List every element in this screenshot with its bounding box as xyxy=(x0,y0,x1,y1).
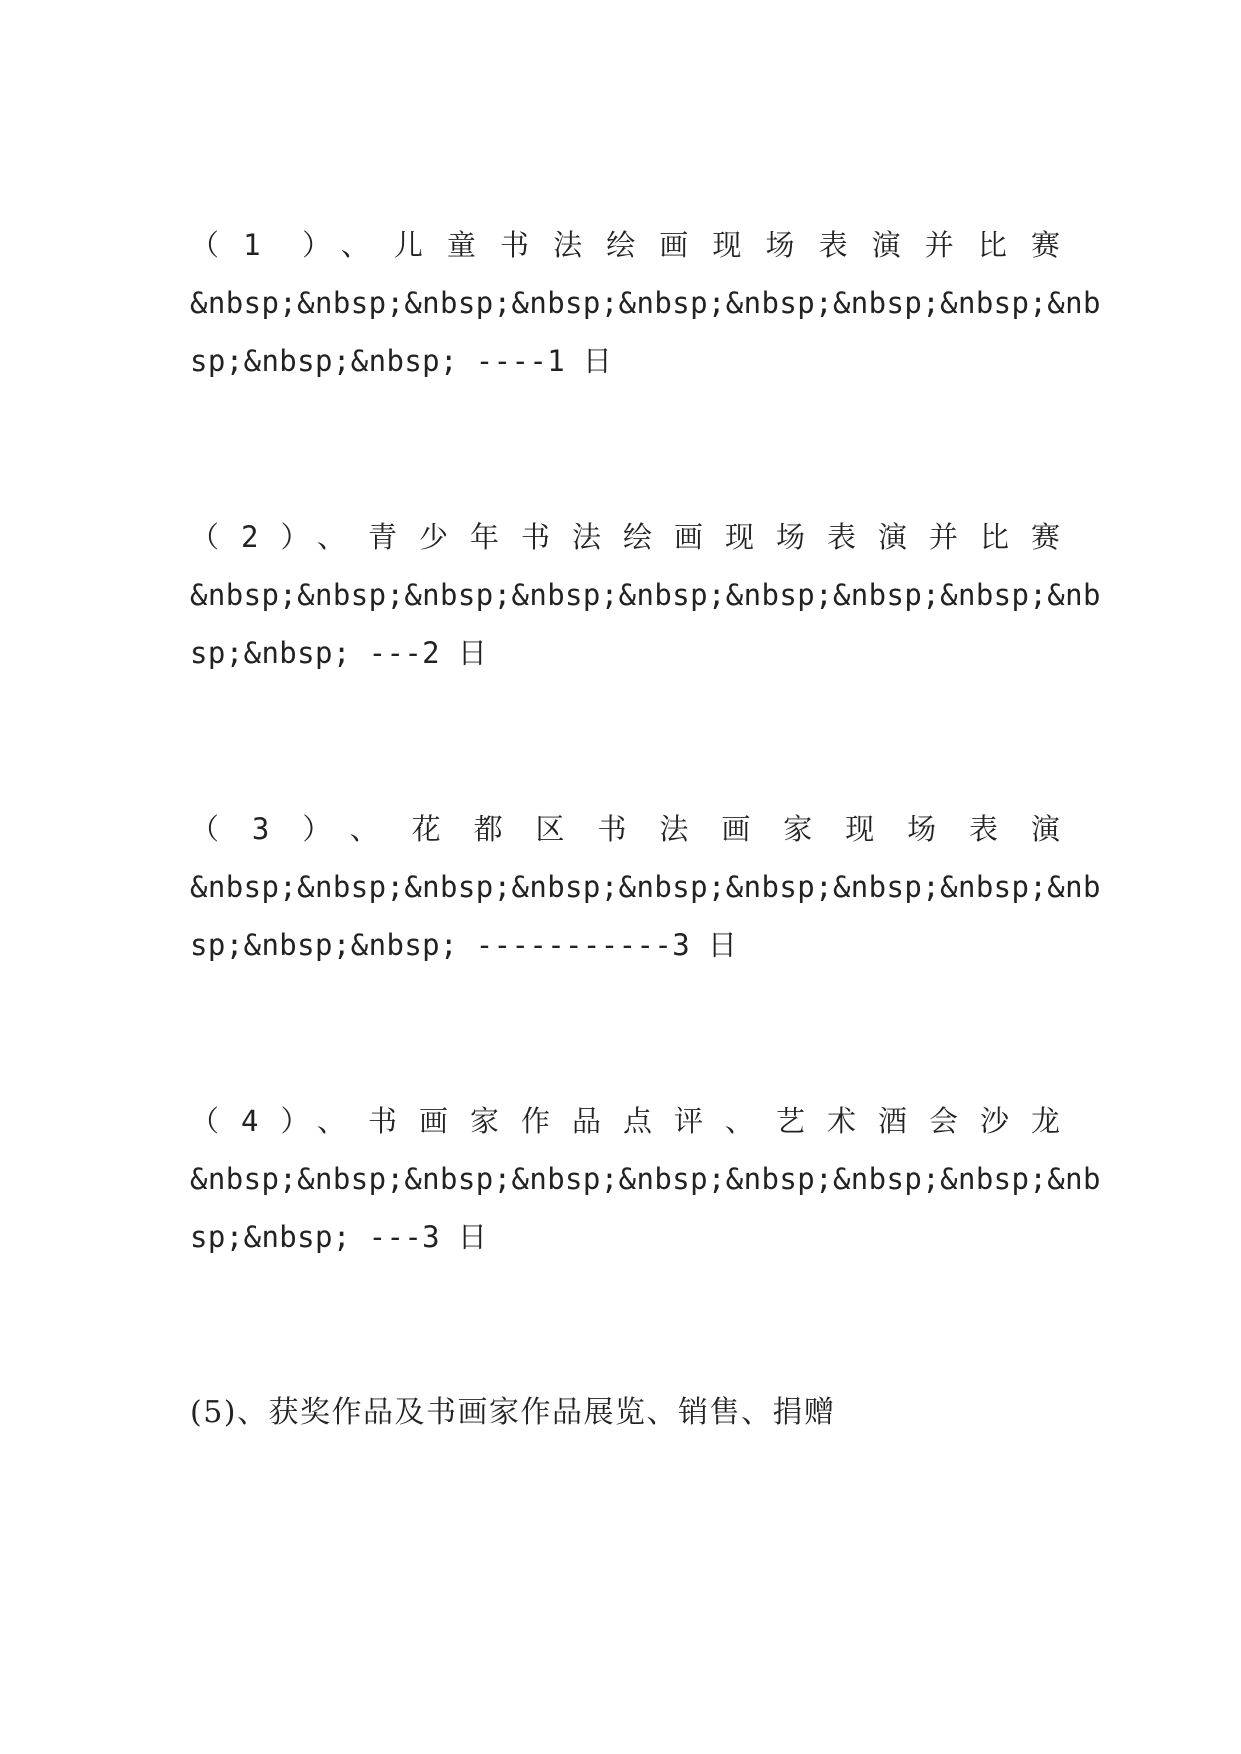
item-title: （4）、书画家作品点评、艺术酒会沙龙 xyxy=(190,1104,1060,1138)
item-title: （1 ）、儿童书法绘画现场表演并比赛 xyxy=(190,228,1060,262)
item-duration: sp;&nbsp; ---3 日 xyxy=(190,1220,488,1254)
item-title: （2）、青少年书法绘画现场表演并比赛 xyxy=(190,520,1060,554)
item-duration: sp;&nbsp;&nbsp; ----1 日 xyxy=(190,344,613,378)
item-continuation: &nbsp;&nbsp;&nbsp;&nbsp;&nbsp;&nbsp;&nbsp;&nbsp;&nb xyxy=(190,286,1101,320)
item-duration: sp;&nbsp;&nbsp; -----------3 日 xyxy=(190,928,738,962)
item-title: (5)、获奖作品及书画家作品展览、销售、捐赠 xyxy=(190,1395,836,1430)
item-continuation: &nbsp;&nbsp;&nbsp;&nbsp;&nbsp;&nbsp;&nbsp;&nbsp;&nb xyxy=(190,870,1101,904)
item-duration: sp;&nbsp; ---2 日 xyxy=(190,636,488,670)
item-title: （3）、花都区书法画家现场表演 xyxy=(190,812,1060,846)
item-continuation: &nbsp;&nbsp;&nbsp;&nbsp;&nbsp;&nbsp;&nbsp;&nbsp;&nb xyxy=(190,1162,1101,1196)
item-continuation: &nbsp;&nbsp;&nbsp;&nbsp;&nbsp;&nbsp;&nbsp;&nbsp;&nb xyxy=(190,578,1101,612)
